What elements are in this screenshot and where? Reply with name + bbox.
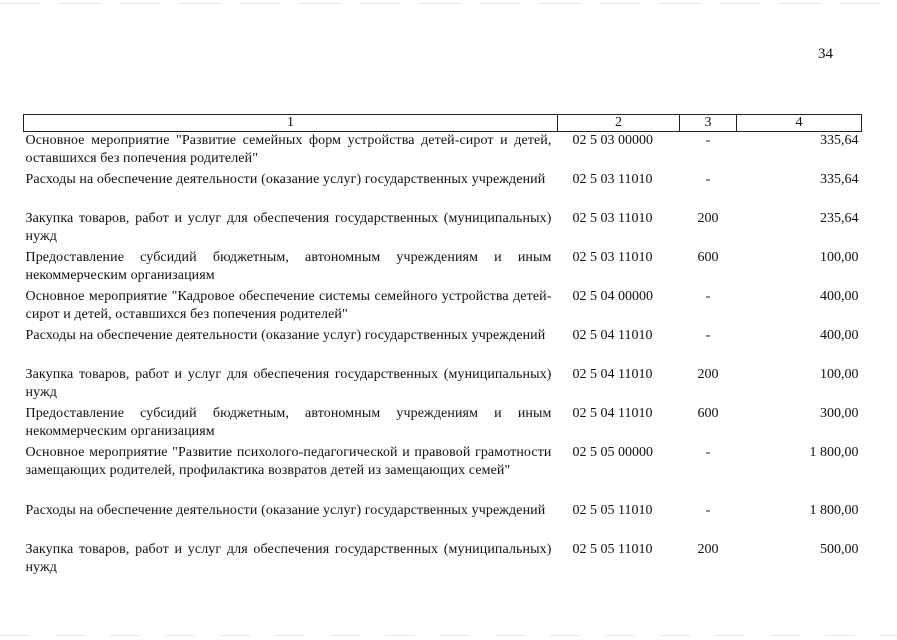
table-row — [24, 210, 862, 249]
table-row — [24, 171, 862, 210]
row-amount: 335,64 — [820, 133, 859, 148]
table-row — [24, 132, 862, 172]
row-description: Закупка товаров, работ и услуг для обеспечения государственных (муниципальных) нужд — [25, 367, 552, 400]
row-description: Предоставление субсидий бюджетным, автономным учреждениям и иным некоммерческим организациям — [25, 406, 552, 439]
table-row — [24, 405, 862, 444]
row-description: Расходы на обеспечение деятельности (оказание услуг) государственных учреждений — [25, 328, 546, 343]
row-description: Основное мероприятие "Кадровое обеспечение системы семейного устройства детей-сирот и детей, оставшихся без попечения родителей" — [25, 289, 552, 322]
table-row — [24, 366, 862, 405]
header-col-4: 4 — [737, 115, 862, 132]
budget-table-container — [23, 114, 861, 580]
table-row — [24, 444, 862, 502]
row-amount: 400,00 — [820, 289, 859, 304]
row-code: 02 5 05 11010 — [572, 503, 653, 518]
row-amount: 500,00 — [820, 542, 859, 557]
row-type: 200 — [697, 542, 719, 557]
row-amount: 335,64 — [820, 172, 859, 187]
row-code: 02 5 04 00000 — [572, 289, 653, 304]
table-row — [24, 502, 862, 541]
row-description: Закупка товаров, работ и услуг для обеспечения государственных (муниципальных) нужд — [25, 211, 552, 244]
row-type: - — [705, 503, 711, 518]
row-type: - — [705, 445, 711, 460]
header-col-1: 1 — [24, 115, 558, 132]
row-amount: 400,00 — [820, 328, 859, 343]
page-number: 34 — [818, 46, 833, 62]
row-code: 02 5 04 11010 — [572, 406, 653, 421]
row-description: Расходы на обеспечение деятельности (оказание услуг) государственных учреждений — [25, 172, 546, 187]
row-amount: 300,00 — [820, 406, 859, 421]
header-col-2: 2 — [558, 115, 680, 132]
table-row — [24, 541, 862, 580]
row-amount: 100,00 — [820, 367, 859, 382]
row-type: - — [705, 328, 711, 343]
table-row — [24, 327, 862, 366]
row-code: 02 5 03 00000 — [572, 133, 653, 148]
table-header — [24, 115, 862, 132]
header-row — [24, 115, 862, 132]
row-type: 200 — [697, 367, 719, 382]
header-col-3: 3 — [680, 115, 737, 132]
table-row — [24, 288, 862, 327]
row-code: 02 5 03 11010 — [572, 211, 653, 226]
scan-top-edge — [0, 3, 897, 4]
scan-bottom-edge — [0, 635, 897, 636]
table-body — [24, 132, 862, 581]
budget-table — [23, 114, 862, 580]
row-type: - — [705, 172, 711, 187]
row-description: Расходы на обеспечение деятельности (оказание услуг) государственных учреждений — [25, 503, 546, 518]
table-row — [24, 249, 862, 288]
row-type: - — [705, 133, 711, 148]
row-type: 200 — [697, 211, 719, 226]
row-code: 02 5 04 11010 — [572, 328, 653, 343]
row-description: Основное мероприятие "Развитие семейных форм устройства детей-сирот и детей, оставшихся без попечения родителей" — [25, 133, 552, 166]
row-amount: 100,00 — [820, 250, 859, 265]
row-amount: 235,64 — [820, 211, 859, 226]
row-type: 600 — [697, 250, 719, 265]
row-code: 02 5 03 11010 — [572, 250, 653, 265]
row-amount: 1 800,00 — [809, 445, 859, 460]
row-description: Закупка товаров, работ и услуг для обеспечения государственных (муниципальных) нужд — [25, 542, 552, 575]
row-code: 02 5 05 11010 — [572, 542, 653, 557]
row-amount: 1 800,00 — [809, 503, 859, 518]
row-type: - — [705, 289, 711, 304]
row-type: 600 — [697, 406, 719, 421]
row-description: Предоставление субсидий бюджетным, автономным учреждениям и иным некоммерческим организациям — [25, 250, 552, 283]
row-description: Основное мероприятие "Развитие психолого-педагогической и правовой грамотности замещающих родителей, профилактика возвратов детей из замещающих семей" — [25, 445, 552, 478]
row-code: 02 5 05 00000 — [572, 445, 653, 460]
row-code: 02 5 03 11010 — [572, 172, 653, 187]
row-code: 02 5 04 11010 — [572, 367, 653, 382]
